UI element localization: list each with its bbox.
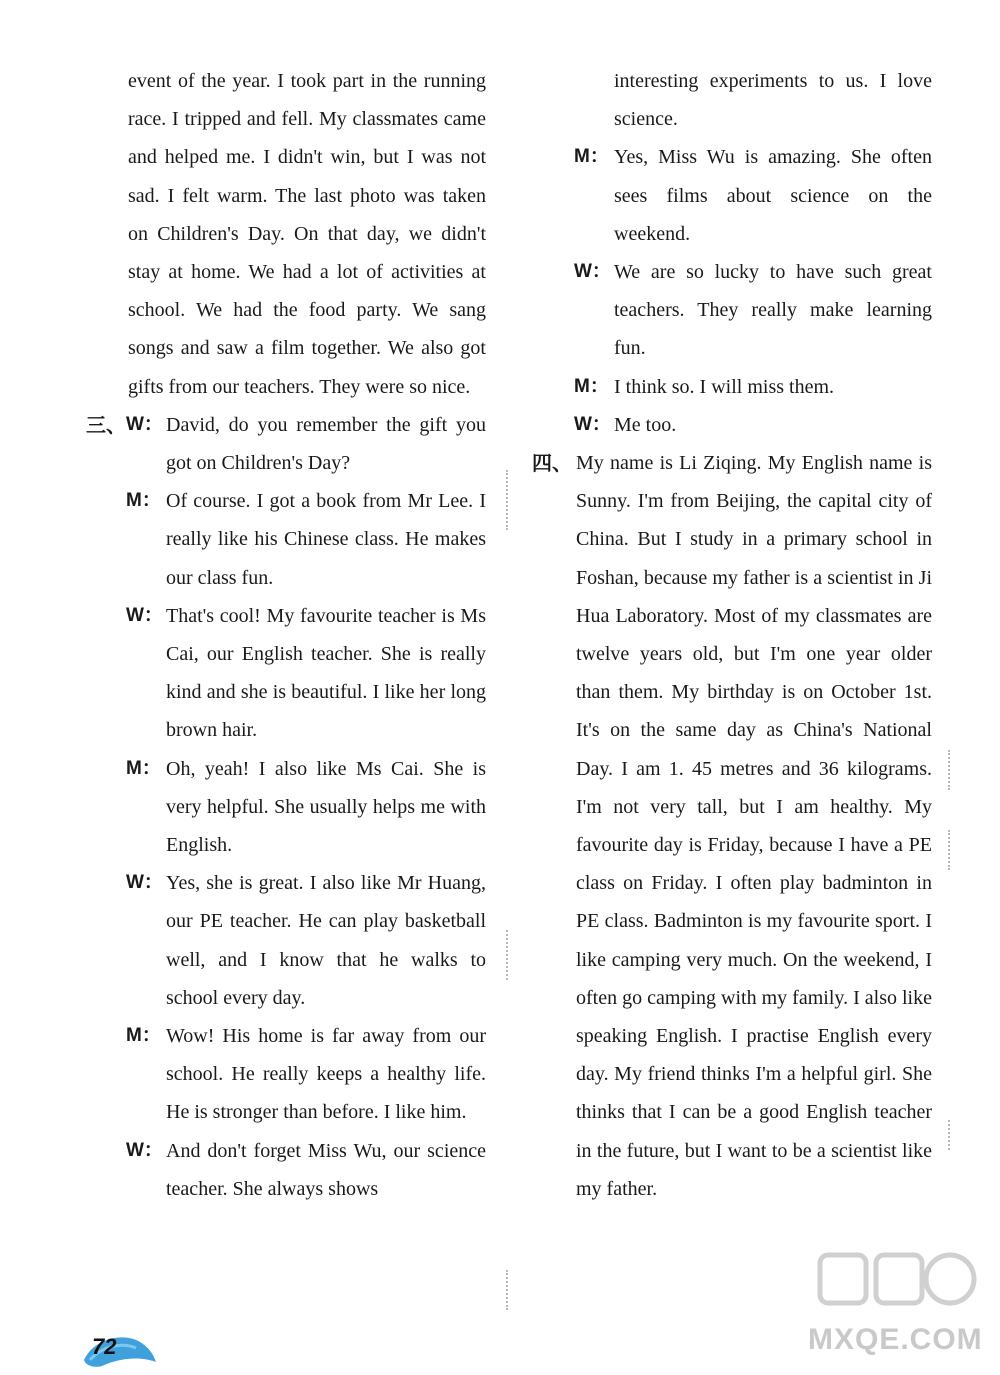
dialogue-turn [532, 406, 932, 444]
speaker-label: W： [126, 872, 163, 894]
page-number: 72 [92, 1334, 117, 1359]
dialogue-text: David, do you remember the gift you got on Children's Day? [166, 413, 486, 475]
left-column [86, 62, 486, 1208]
dialogue-turn [86, 597, 486, 750]
dialogue-turn [532, 253, 932, 368]
dialogue-text: Yes, she is great. I also like Mr Huang, our PE teacher. He can play basketball well, and I know that he walks to school every day. [166, 872, 486, 1009]
margin-dots [948, 750, 950, 790]
dialogue-text: Yes, Miss Wu is amazing. She often sees films about science on the weekend. [614, 146, 932, 245]
continuation-paragraph: event of the year. I took part in the running race. I tripped and fell. My classmates came and helped me. I didn't win, but I was not sad. I felt warm. The last photo was taken on Children's Day. On that day, we didn't stay at home. We had a lot of activities at school. We had the food party. We sang songs and saw a film together. We also got gifts from our teachers. They were so nice. [128, 70, 486, 398]
dialogue-turn [86, 864, 486, 1017]
margin-dots [506, 930, 508, 980]
dialogue-text: Wow! His home is far away from our school. He really keeps a healthy life. He is stronger than before. I like him. [166, 1025, 486, 1124]
section-4-passage [532, 444, 932, 1208]
margin-dots [948, 1120, 950, 1150]
dialogue-turn [86, 750, 486, 865]
dialogue-text: And don't forget Miss Wu, our science teacher. She always shows [166, 1139, 486, 1200]
page-number-badge [80, 1330, 150, 1366]
dialogue-turn [86, 1132, 486, 1208]
dialogue-turn [532, 138, 932, 253]
speaker-label: W： [126, 604, 163, 626]
right-column [532, 62, 932, 1208]
continuation-paragraph: interesting experiments to us. I love science. [614, 70, 932, 131]
margin-dots [506, 470, 508, 530]
dialogue-text: I think so. I will miss them. [614, 375, 834, 398]
speaker-label: W： [574, 413, 611, 435]
speaker-label: M： [574, 146, 609, 168]
speaker-label: M： [574, 375, 609, 397]
dialogue-turn [86, 1017, 486, 1132]
speaker-label: W： [574, 261, 611, 283]
watermark-text: MXQE.COM [808, 1323, 983, 1356]
speaker-label: M： [126, 490, 161, 512]
speaker-label: W： [126, 413, 163, 435]
section-marker-4: 四、 [532, 451, 572, 476]
speaker-label: M： [126, 757, 161, 779]
dialogue-turn [532, 368, 932, 406]
dialogue-turn [86, 482, 486, 597]
dialogue-text: Oh, yeah! I also like Ms Cai. She is very helpful. She usually helps me with English. [166, 757, 486, 857]
margin-dots [506, 1270, 508, 1310]
speaker-label: W： [126, 1139, 163, 1161]
margin-dots [948, 830, 950, 870]
dialogue-text: Me too. [614, 413, 677, 436]
watermark-glyphs-icon [800, 1247, 990, 1327]
dialogue-text: That's cool! My favourite teacher is Ms Cai, our English teacher. She is really kind and she is beautiful. I like her long brown hair. [166, 604, 486, 742]
watermark-logo [800, 1247, 990, 1357]
speaker-label: M： [126, 1025, 161, 1047]
dialogue-text: Of course. I got a book from Mr Lee. I really like his Chinese class. He makes our class fun. [166, 490, 486, 589]
dialogue-text: We are so lucky to have such great teachers. They really make learning fun. [614, 261, 932, 360]
section-marker-3: 三、 [86, 412, 126, 437]
dialogue-turn [86, 406, 486, 482]
passage-text: My name is Li Ziqing. My English name is Sunny. I'm from Beijing, the capital city of China. But I study in a primary school in Foshan, because my father is a scientist in Ji Hua Laboratory. Most of my classmates are twelve years old, but I'm one year older than them. My birthday is on October 1st. It's on the same day as China's National Day. I am 1. 45 metres and 36 kilograms. I'm not very tall, but I am healthy. My favourite day is Friday, because I have a PE class on Friday. I often play badminton in PE class. Badminton is my favourite sport. I like camping very much. On the weekend, I often go camping with my family. I also like speaking English. I practise English every day. My friend thinks I'm a helpful girl. She thinks that I can be a good English teacher in the future, but I want to be a scientist like my father. [576, 452, 932, 1200]
